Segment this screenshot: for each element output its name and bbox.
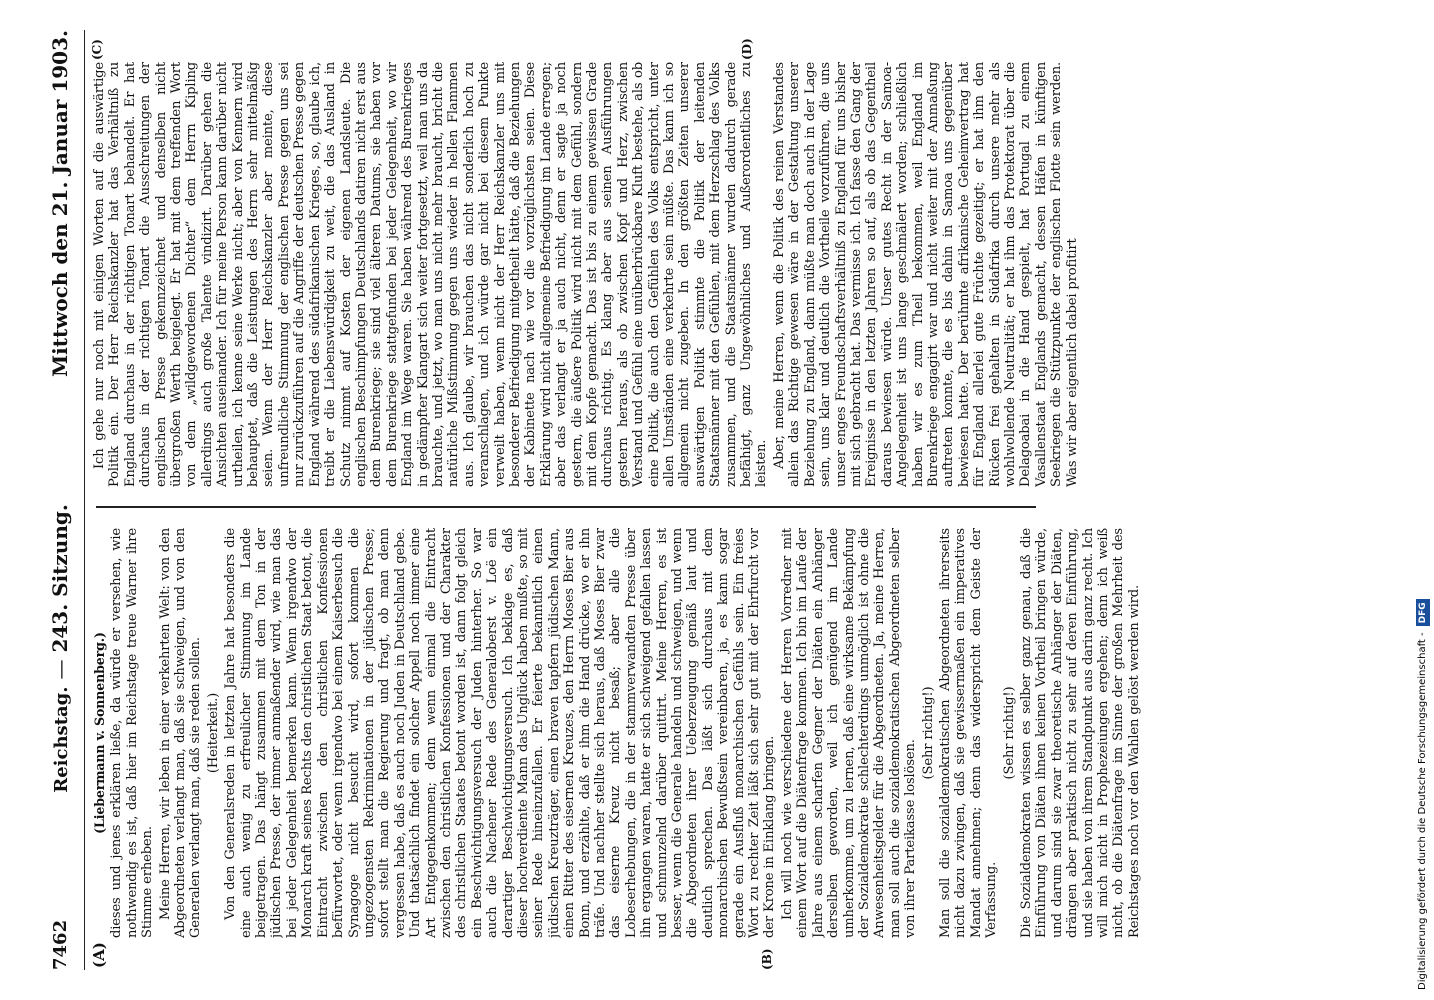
header-divider [84,30,85,970]
margin-marker-a: (A) [90,942,108,968]
paragraph: Die Sozialdemokraten wissen es selber ganz genau, daß die Einführung von Diäten ihnen keinen Vortheil bringen würde, und darum sind sie zwar theoretische Anhänger der Diäten, drängen aber praktisch nicht zu sehr auf deren Einführung, und sie haben von ihrem Standpunkt aus darin ganz recht. Ich will mich nicht in Prophezeiungen ergehen; denn ich weiß nicht, ob die Diätenfrage im Sinne der großen Mehrheit des Reichstages noch vor den Wahlen gelöst werden wird. [1018,528,1142,938]
header-separator: — [48,659,72,680]
page-number: 7462 [49,919,71,970]
speaker-line: (Liebermann v. Sonnenberg.) [92,632,107,834]
dfg-logo: DFG [1416,599,1430,626]
paragraph: dieses und jenes erklären ließe, da würde er versehen, wie nothwendig es ist, daß hier im Reichstage treue Warner ihre Stimme erheben. [109,528,156,938]
margin-marker-d: (D) [740,38,754,60]
margin-marker-c: (C) [90,39,104,60]
interjection: (Sehr richtig!) [920,686,936,780]
page-header [40,30,80,970]
right-column [92,62,1344,487]
paragraph: Ich will noch wie verschiedene der Herren Vorredner mit einem Wort auf die Diätenfrage kommen. Ich bin im Laufe der Jahre aus einem scharfen Gegner der Diäten ein Anhänger derselben geworden, weil ich genügend im Lande umherkomme, um zu lernen, daß eine wirksame Bekämpfung der Sozialdemokratie schlechterdings unmöglich ist ohne die Anwesenheitsgelder für die Abgeordneten. Ja, meine Herren, man soll auch die sozialdemokratischen Abgeordneten selber von ihrer Parteikasse loslösen. [779,528,919,938]
paragraph: Von den Generalsreden in letzten Jahre hat besonders die eine auch wenig zu erfreulicher Stimmung im Lande beigetragen. Das hängt zusammen mit dem Ton in der jüdischen Presse, der immer anmaßender wird, wie man das bei jeder Gelegenheit bemerken kann. Wenn irgendwo der Monarch kraft seines Rechts den christlichen Staat betont, die Eintracht zwischen den christlichen Konfessionen befürwortet, oder wenn irgendwo bei einem Kaiserbesuch die Synagoge nicht besucht wird, sofort kommen die ungezogensten Rekriminationen in der jüdischen Presse; sofort stellt man die Regierung und fragt, ob man denn vergessen habe, daß es auch noch Juden in Deutschland gebe. Und thatsächlich findet ein solcher Appell noch immer eine Art Entgegenkommen; denn wenn einmal die Eintracht zwischen den christlichen Konfessionen und der Charakter des christlichen Staates betont worden ist, dann folgt gleich ein Beschwichtigungsversuch der Juden hinterher. So war auch die Nachener Rede des Generaloberst v. Loë ein derartiger Beschwichtigungsversuch. Ich beklage es, daß dieser hochverdiente Mann das Unglück haben mußte, so mit seiner Rede hineinzufallen. Er feierte bekanntlich einen jüdischen Kreuzträger, einen braven tapfern jüdischen Mann, einen Ritter des eisernen Kreuzes, den Herrn Moses Bier aus Bonn, und erzählte, daß er ihm die Hand drücke, wo er ihn träfe. Und nachher stellte sich heraus, daß Moses Bier zwar das eiserne Kreuz nicht besaß; aber alle die Lobeserhebungen, die in der stammverwandten Presse über ihn ergangen waren, hatte er sich schweigend gefallen lassen und schmunzelnd darüber quittirt. Meine Herren, es ist besser, wenn die Generale handeln und schweigen, und wenn die Abgeordneten ihrer Ueberzeugung gemäß laut und deutlich sprechen. Das läßt sich durchaus mit dem monarchischen Bewußtsein vereinbaren, ja, es kann sogar gerade ein Ausfluß monarchischen Gefühls sein. Ein freies Wort zu rechter Zeit läßt sich sehr gut mit der Ehrfurcht vor der Krone in Einklang bringen. [223,528,778,938]
interjection: (Heiterkeit.) [205,692,221,774]
header-title-group [48,504,72,793]
credit-text: Digitalisierung gefördert durch die Deutsche Forschungsgemeinschaft - [1417,632,1428,990]
session-date: Mittwoch den 21. Januar 1903. [48,30,72,378]
chamber-name: Reichstag. [51,686,72,793]
paragraph: Man soll die sozialdemokratischen Abgeordneten ihrerseits nicht dazu zwingen, daß sie gewissermaßen ein imperatives Mandat annehmen; denn das widerspricht dem Geiste der Verfassung. [937,528,1000,938]
column-divider [96,506,1036,508]
interjection: (Sehr richtig!) [1001,686,1017,780]
paragraph: Aber, meine Herren, wenn die Politik des reinen Verstandes allein das Richtige gewesen wäre in der Gestaltung unserer Beziehung zu England, dann müßte man doch auch in der Lage sein, uns klar und deutlich die Vortheile vorzuführen, die uns unser enges Freundschaftsverhältniß zu England für uns bisher mit sich gebracht hat. Das vermisse ich. Ich fasse den Gang der Ereignisse in den letzten Jahren so auf, als ob das Gegentheil daraus bewiesen würde. Unser gutes Recht in der Samoa-Angelegenheit ist uns lange geschmälert worden; schließlich haben wir es zum Theil bekommen, weil England im Burenkriege engagirt war und nicht weiter mit der Anmaßung auftreten konnte, die es bis dahin in Samoa uns gegenüber bewiesen hatte. Der berühmte afrikanische Geheimvertrag hat für England allerlei gute Früchte gezeitigt; er hat ihm den Rücken frei gehalten in Südafrika durch unsere mehr als wohlwollende Neutralität; er hat ihm das Protektorat über die Delagoabai in die Hand gespielt, hat Portugal zu einem Vasallenstaat Englands gemacht, dessen Häfen in künftigen Seekriegen die Stützpunkte der englischen Flotte sein werden. Was wir aber eigentlich dabei profitirt [771,62,1080,487]
margin-marker-b: (B) [760,948,774,970]
left-column [92,528,1344,938]
paragraph: Ich gehe nur noch mit einigen Worten auf die auswärtige Politik ein. Der Herr Reichskanzler hat das Verhältniß zu England durchaus in der richtigen Tonart behandelt. Er hat durchaus in der richtigen Tonart die Ausschreitungen der englischen Presse gekennzeichnet und denselben nicht übergroßen Werth beigelegt. Er hat mit dem treffenden Wort von dem „wildgewordenen Dichter“ dem Herrn Kipling allerdings auch große Talente vindizirt. Darüber gehen die Ansichten auseinander. Ich für meine Person kann darüber nicht urtheilen, ich kenne seine Werke nicht; aber von Kennern wird behauptet, daß die Leistungen des Herrn sehr mittelmäßig seien. Wenn der Herr Reichskanzler aber meinte, diese unfreundliche Stimmung der englischen Presse gegen uns sei nur zurückzuführen auf die Angriffe der deutschen Presse gegen England während des südafrikanischen Krieges, so, glaube ich, treibt er die Liebenswürdigkeit zu weit, die das Ausland in Schutz nimmt auf Kosten der eigenen Landsleute. Die englischen Beschimpfungen Deutschlands datiren nicht erst aus dem Burenkriege; sie sind viel älteren Datums, sie haben vor dem Burenkriege stattgefunden bei jeder Gelegenheit, wo wir England im Wege waren. Sie haben während des Burenkrieges in gedämpfter Klangart sich weiter fortgesetzt, weil man uns da brauchte, und jetzt, wo man uns nicht mehr braucht, bricht die natürliche Mißstimmung gegen uns wieder in hellen Flammen aus. Ich glaube, wir brauchen das nicht sonderlich hoch zu veranschlagen, und ich würde gar nicht bei diesem Punkte verweilt haben, wenn nicht der Herr Reichskanzler uns mit besonderer Befriedigung mitgetheilt hätte, daß die Beziehungen der Kabinette nach wie vor die vorzüglichsten seien. Diese Erklärung wird nicht allgemeine Befriedigung im Lande erregen; aber das verlangt er ja auch nicht, denn er sagte ja noch gestern, die äußere Politik wird nicht mit dem Gefühl, sondern mit dem Kopfe gemacht. Das ist bis zu einem gewissen Grade durchaus richtig. Es klang aber aus seinen Ausführungen gestern heraus, als ob zwischen Kopf und Herz, zwischen Verstand und Gefühl eine unüberbrückbare Kluft bestehe, als ob eine Politik, die auch den Gefühlen des Volks entspricht, unter allen Umständen eine verkehrte sein müßte. Das kann ich so allgemein nicht zugeben. In den größten Zeiten unserer auswärtigen Politik stimmte die Politik der leitenden Staatsmänner mit den Gefühlen, mit dem Herzschlag des Volks zusammen, und die Staatsmänner wurden dadurch gerade befähigt, ganz Ungewöhnliches und Außerordentliches zu leisten. [92,62,770,487]
session-number: 243. Sitzung. [48,504,72,653]
digitization-credit [1416,10,1430,990]
paragraph: Meine Herren, wir leben in einer verkehrten Welt: von den Abgeordneten verlangt man, daß sie schweigen, und von den Generalen verlangt man, daß sie reden sollen. [157,528,204,938]
